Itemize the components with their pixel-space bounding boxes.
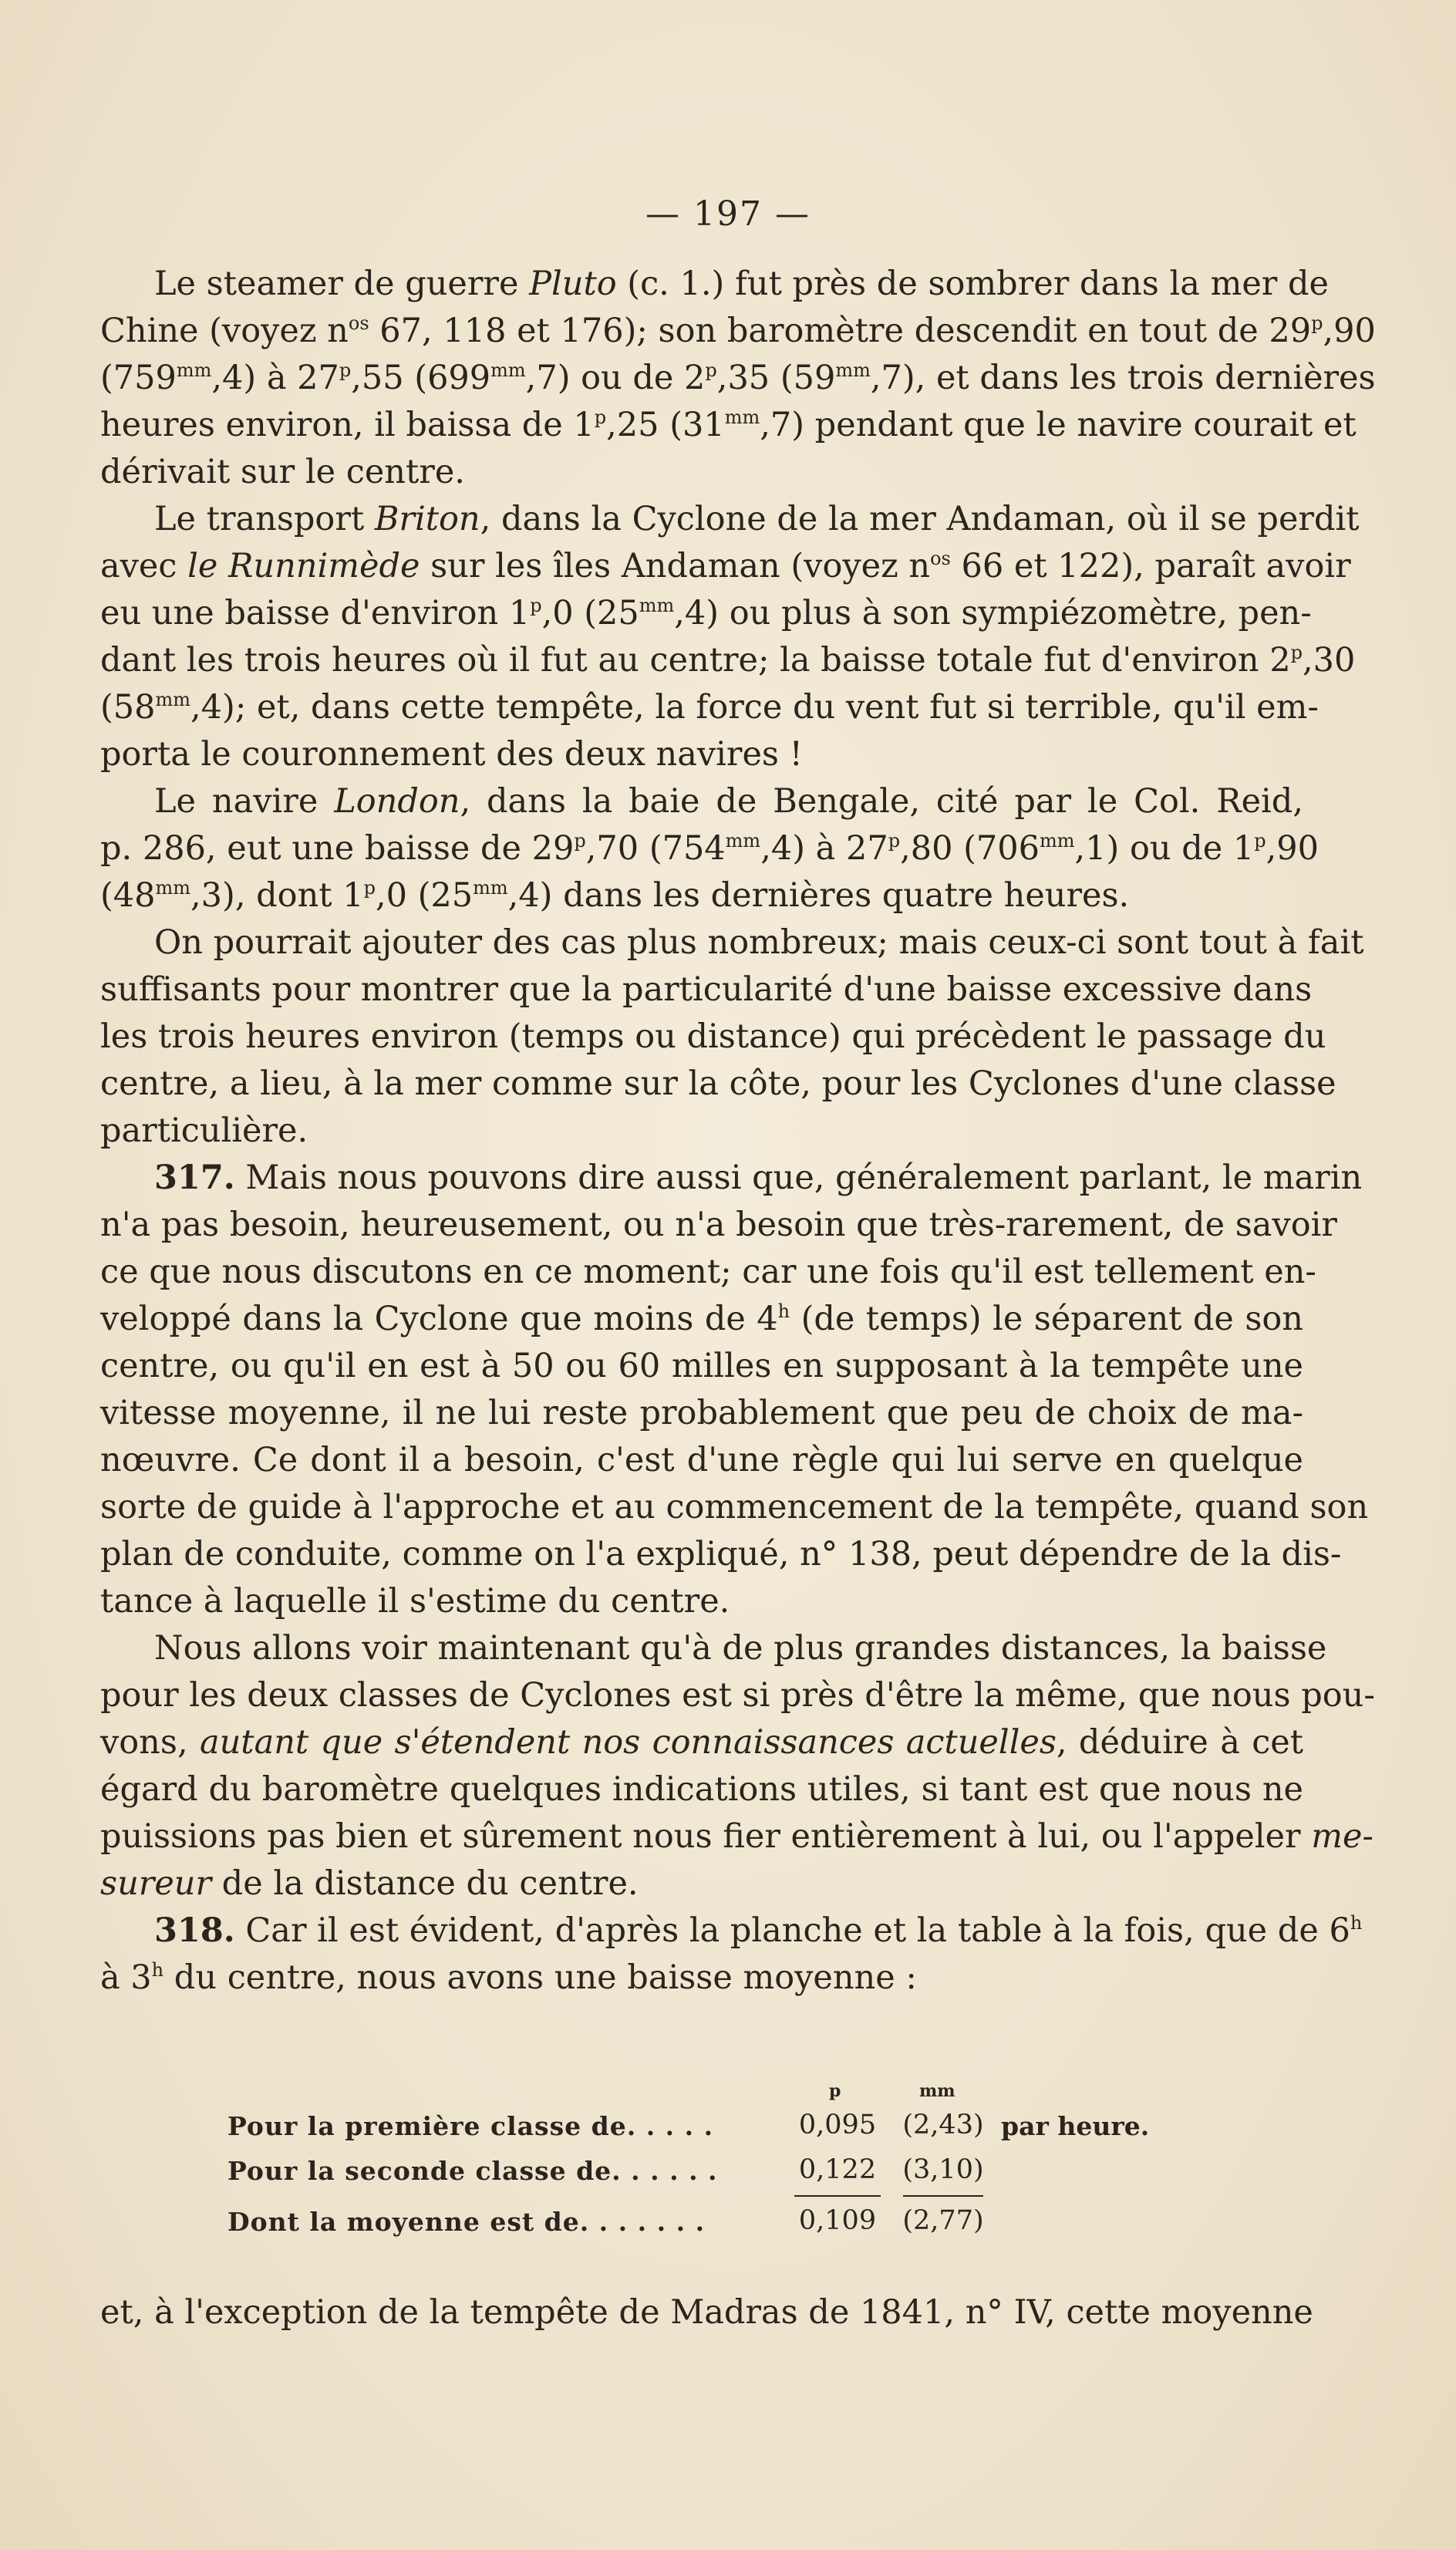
unit-mm: mm <box>919 2081 956 2101</box>
text-segment: mm <box>490 359 526 381</box>
text-segment: mm <box>725 830 761 852</box>
text-segment: ,90 <box>1266 829 1319 868</box>
text-segment: (de temps) le séparent de son <box>790 1300 1303 1338</box>
text-segment: mm <box>639 595 675 616</box>
text-segment: p <box>594 406 607 428</box>
text-line <box>100 1625 1327 1672</box>
row-label: Pour la seconde classe de. . . . . . <box>228 2156 718 2186</box>
text-segment: Pluto <box>529 265 617 303</box>
text-line <box>100 825 1319 872</box>
page-number: — 197 — <box>645 194 811 234</box>
text-segment: Car il est évident, d'après la planche et la table à la fois, que de 6 <box>234 1911 1350 1950</box>
text-line <box>100 308 1376 355</box>
text-segment: mm <box>155 877 191 899</box>
text-segment: plan de conduite, comme on l'a expliqué, n° 138, peut dépendre de la dis- <box>100 1535 1342 1574</box>
text-segment: ,70 (754 <box>585 829 726 868</box>
text-line <box>100 966 1313 1014</box>
text-segment: os <box>348 312 369 334</box>
text-line <box>100 1390 1303 1437</box>
text-line <box>100 1108 1303 1155</box>
text-segment: eu une baisse d'environ 1 <box>100 594 531 632</box>
text-segment: ,1) ou de 1 <box>1074 829 1255 868</box>
text-segment: ,4) à 27 <box>760 829 888 868</box>
text-line <box>100 778 1303 825</box>
text-segment: me- <box>1311 1817 1374 1856</box>
text-segment: Nous allons voir maintenant qu'à de plus grandes distances, la baisse <box>154 1629 1327 1668</box>
text-segment: ,30 <box>1302 641 1356 680</box>
text-segment: (c. 1.) fut près de sombrer dans la mer de <box>616 265 1329 303</box>
text-segment: p <box>705 359 717 381</box>
text-segment: Le transport <box>154 500 375 538</box>
text-line <box>100 590 1312 637</box>
text-segment: mm <box>724 406 760 428</box>
text-segment: à 3 <box>100 1958 152 1997</box>
text-segment: Chine (voyez n <box>100 312 349 350</box>
text-segment: avec <box>100 547 188 585</box>
body-text <box>100 261 1376 2002</box>
text-segment: 67, 118 et 176); son baromètre descendit en tout de 29 <box>369 312 1312 350</box>
text-segment: h <box>151 1959 164 1981</box>
text-segment: ,7), et dans les trois dernières <box>870 359 1376 397</box>
text-segment: tance à laquelle il s'estime du centre. <box>100 1582 730 1621</box>
text-segment: ,0 (25 <box>541 594 639 632</box>
text-segment: Briton <box>374 500 480 538</box>
value-mm: (2,77) <box>902 2205 984 2236</box>
rate-unit: par heure. <box>1001 2111 1150 2141</box>
text-segment: p. 286, eut une baisse de 29 <box>100 829 575 868</box>
text-segment: particulière. <box>100 1111 308 1150</box>
text-segment: ,90 <box>1323 312 1376 350</box>
text-segment: vons, <box>100 1723 200 1762</box>
text-line <box>100 1578 1303 1625</box>
text-line <box>100 1343 1303 1390</box>
text-segment: London <box>334 782 460 821</box>
text-segment: ,4) dans les dernières quatre heures. <box>507 876 1130 915</box>
text-segment: ,4) à 27 <box>211 359 339 397</box>
text-segment: (759 <box>100 359 177 397</box>
text-line <box>100 637 1356 684</box>
text-segment: ce que nous discutons en ce moment; car une fois qu'il est tellement en- <box>100 1253 1316 1291</box>
text-segment: mm <box>1039 830 1075 852</box>
text-segment: Le navire <box>154 782 335 821</box>
sum-rule-p <box>794 2195 881 2197</box>
text-line <box>100 1672 1375 1719</box>
text-segment: On pourrait ajouter des cas plus nombreux; mais ceux-ci sont tout à fait <box>154 923 1364 962</box>
text-segment: n'a pas besoin, heureusement, ou n'a besoin que très-rarement, de savoir <box>100 1206 1337 1244</box>
text-line <box>100 496 1360 543</box>
text-segment: mm <box>835 359 871 381</box>
text-line <box>100 1061 1336 1108</box>
text-segment: ,25 (31 <box>606 406 725 444</box>
text-segment: mm <box>473 877 508 899</box>
text-line <box>100 1202 1337 1249</box>
text-segment: (58 <box>100 688 156 727</box>
text-segment: ,3), dont 1 <box>190 876 364 915</box>
text-line <box>100 1296 1303 1343</box>
value-mm: (3,10) <box>902 2154 984 2185</box>
text-segment: autant que s'étendent nos connaissances actuelles <box>199 1723 1057 1762</box>
text-segment: centre, a lieu, à la mer comme sur la côte, pour les Cyclones d'une classe <box>100 1064 1336 1103</box>
section-number: 317. <box>154 1159 235 1197</box>
text-segment: ,7) ou de 2 <box>525 359 706 397</box>
text-line <box>100 1484 1369 1531</box>
text-segment: égard du baromètre quelques indications utiles, si tant est que nous ne <box>100 1770 1303 1809</box>
text-segment: ,35 (59 <box>716 359 836 397</box>
text-segment: 66 et 122), paraît avoir <box>950 547 1351 585</box>
value-p: 0,095 <box>798 2110 877 2140</box>
text-segment: ,0 (25 <box>375 876 474 915</box>
text-segment: ,4) ou plus à son sympiézomètre, pen- <box>674 594 1312 632</box>
rate-table <box>228 2083 1153 2246</box>
text-segment: Le steamer de guerre <box>154 265 530 303</box>
text-segment: les trois heures environ (temps ou distance) qui précèdent le passage du <box>100 1017 1326 1056</box>
text-segment: p <box>574 830 586 852</box>
text-line <box>100 731 1303 778</box>
text-segment: veloppé dans la Cyclone que moins de 4 <box>100 1300 778 1338</box>
text-segment: suffisants pour montrer que la particularité d'une baisse excessive dans <box>100 970 1313 1009</box>
text-line <box>100 402 1357 449</box>
text-segment: os <box>930 548 951 569</box>
text-segment: p <box>1311 312 1323 334</box>
text-segment: le Runnimède <box>187 547 420 585</box>
unit-p: p <box>829 2081 841 2101</box>
row-label: Dont la moyenne est de. . . . . . . <box>228 2207 706 2237</box>
text-segment: sureur <box>100 1864 212 1903</box>
text-segment: sur les îles Andaman (voyez n <box>420 547 931 585</box>
text-segment: centre, ou qu'il en est à 50 ou 60 milles en supposant à la tempête une <box>100 1347 1303 1385</box>
text-line <box>100 872 1303 919</box>
text-segment: Mais nous pouvons dire aussi que, généralement parlant, le marin <box>234 1159 1363 1197</box>
text-segment: ,4); et, dans cette tempête, la force du vent fut si terrible, qu'il em- <box>190 688 1319 727</box>
text-segment: pour les deux classes de Cyclones est si près d'être la même, que nous pou- <box>100 1676 1375 1715</box>
text-segment: (48 <box>100 876 156 915</box>
text-line <box>100 1907 1363 1955</box>
text-line <box>100 543 1351 590</box>
table-row <box>228 2106 1153 2150</box>
text-line <box>100 1014 1326 1061</box>
table-row <box>228 2150 1153 2195</box>
text-segment: , dans la baie de Bengale, cité par le Col. Reid, <box>460 782 1303 821</box>
text-segment: p <box>1290 642 1303 663</box>
value-p: 0,122 <box>798 2154 877 2185</box>
table-row <box>228 2201 1153 2246</box>
text-line <box>100 1437 1303 1484</box>
text-line <box>100 449 1303 496</box>
text-segment: p <box>530 595 542 616</box>
value-mm: (2,43) <box>902 2110 984 2140</box>
section-number: 318. <box>154 1911 235 1950</box>
text-segment: dant les trois heures où il fut au centre; la baisse totale fut d'environ 2 <box>100 641 1291 680</box>
text-segment: , dans la Cyclone de la mer Andaman, où il se perdit <box>480 500 1360 538</box>
text-segment: mm <box>176 359 212 381</box>
text-segment: h <box>1350 1912 1363 1934</box>
text-line <box>100 1813 1374 1860</box>
text-segment: p <box>363 877 376 899</box>
text-line <box>100 355 1376 402</box>
text-segment: puissions pas bien et sûrement nous fier entièrement à lui, ou l'appeler <box>100 1817 1312 1856</box>
final-line: et, à l'exception de la tempête de Madras de 1841, n° IV, cette moyenne <box>100 2293 1313 2332</box>
text-segment: du centre, nous avons une baisse moyenne : <box>163 1958 917 1997</box>
text-segment: dérivait sur le centre. <box>100 453 465 491</box>
text-line <box>100 1249 1316 1296</box>
text-line <box>100 919 1364 966</box>
text-segment: sorte de guide à l'approche et au commencement de la tempête, quand son <box>100 1488 1369 1526</box>
text-segment: vitesse moyenne, il ne lui reste probablement que peu de choix de ma- <box>100 1394 1303 1432</box>
text-line <box>100 1955 1303 2002</box>
text-segment: de la distance du centre. <box>211 1864 639 1903</box>
text-segment: p <box>888 830 901 852</box>
text-segment: mm <box>155 689 191 710</box>
text-line <box>100 1860 1303 1907</box>
text-segment: p <box>1254 830 1266 852</box>
row-label: Pour la première classe de. . . . . <box>228 2111 714 2141</box>
unit-header <box>228 2083 1153 2106</box>
text-segment: porta le couronnement des deux navires ! <box>100 735 803 774</box>
text-line <box>100 1719 1303 1766</box>
text-segment: p <box>339 359 352 381</box>
text-segment: ,55 (699 <box>351 359 491 397</box>
text-segment: h <box>777 1300 790 1322</box>
text-line <box>100 1531 1342 1578</box>
text-segment: heures environ, il baissa de 1 <box>100 406 595 444</box>
text-segment: , déduire à cet <box>1056 1723 1304 1762</box>
text-line <box>100 1155 1363 1202</box>
value-p: 0,109 <box>798 2205 877 2236</box>
sum-rule-mm <box>903 2195 983 2197</box>
text-line <box>100 261 1329 308</box>
text-segment: ,7) pendant que le navire courait et <box>760 406 1357 444</box>
text-segment: nœuvre. Ce dont il a besoin, c'est d'une règle qui lui serve en quelque <box>100 1441 1303 1479</box>
text-line <box>100 684 1319 731</box>
text-line <box>100 1766 1303 1813</box>
text-segment: ,80 (706 <box>900 829 1040 868</box>
